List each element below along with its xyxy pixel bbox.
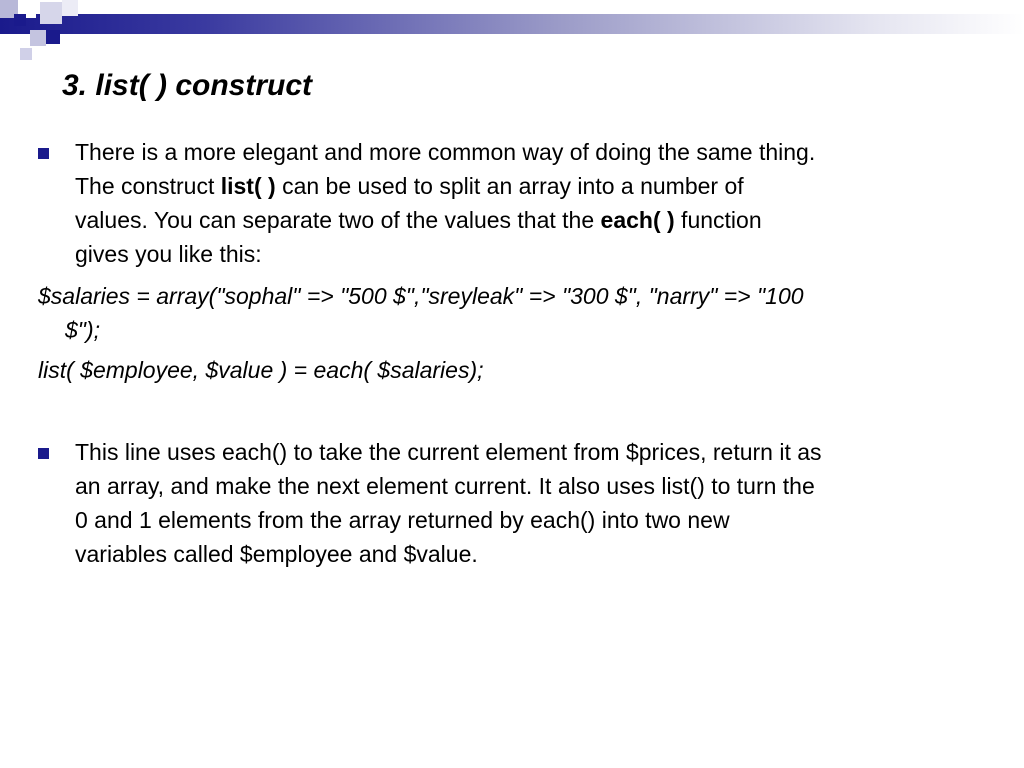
text-line: an array, and make the next element current. It also uses list() to turn the: [75, 473, 815, 499]
bullet-paragraph-2: [75, 435, 1010, 571]
text-line: variables called $employee and $value.: [75, 541, 478, 567]
text-line: 0 and 1 elements from the array returned by each() into two new: [75, 507, 730, 533]
code-line: $");: [65, 317, 101, 343]
text-line: gives you like this:: [75, 241, 262, 267]
slide-title: 3. list( ) construct: [62, 69, 313, 102]
text-run: values. You can separate two of the values that the: [75, 207, 601, 233]
code-snippet-salaries: [38, 279, 1008, 347]
decor-square: [46, 30, 60, 44]
text-line: This line uses each() to take the current element from $prices, return it as: [75, 439, 822, 465]
header-gradient-band: [0, 14, 1024, 34]
text-run: The construct: [75, 173, 221, 199]
decor-square: [14, 14, 26, 26]
text-line: [75, 169, 1010, 203]
text-line: There is a more elegant and more common way of doing the same thing.: [75, 139, 816, 165]
decor-square: [40, 2, 62, 24]
text-line: [75, 203, 1010, 237]
bold-term: list( ): [220, 173, 276, 199]
code-snippet-list: [38, 353, 1008, 387]
text-run: function: [674, 207, 762, 233]
bullet-square-icon: [38, 148, 49, 159]
decor-square: [20, 48, 32, 60]
bullet-paragraph-1: [75, 135, 1010, 271]
code-line: $salaries = array("sophal" => "500 $","sreyleak" => "300 $", "narry" => "100: [38, 283, 804, 309]
bold-term: each( ): [600, 207, 675, 233]
decor-square: [30, 30, 46, 46]
code-line: list( $employee, $value ) = each( $salaries);: [38, 357, 484, 383]
bullet-square-icon: [38, 448, 49, 459]
text-run: can be used to split an array into a number of: [275, 173, 744, 199]
decor-square: [62, 0, 78, 16]
